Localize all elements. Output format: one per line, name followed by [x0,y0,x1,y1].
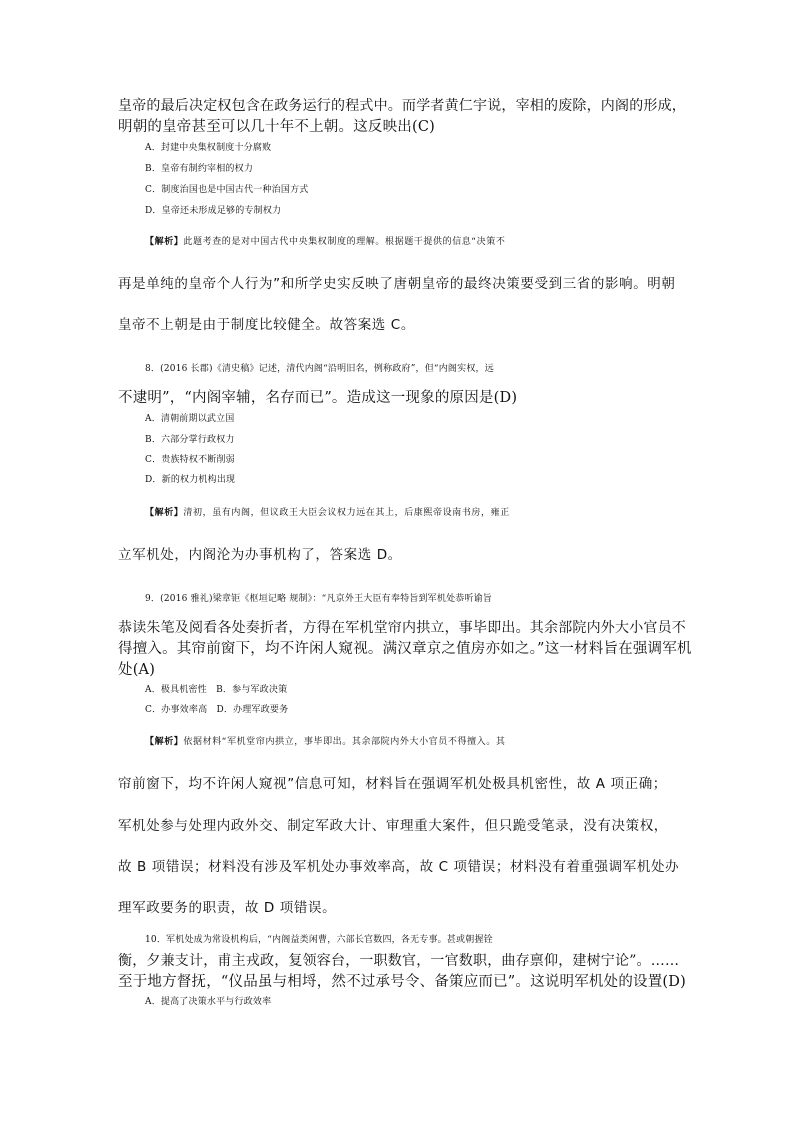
q9-explanation-line [145,732,705,752]
q8-explanation-line [145,503,705,523]
q9-stem-line: 9．(2016 雅礼)梁章钜《枢垣记略 规制》：“凡京外王大臣有奉特旨到军机处恭听谕旨 [145,594,493,604]
q9-explanation-line: 军机处参与处理内政外交、制定军政大计、审理重大案件，但只跪受笔录，没有决策权， [118,818,668,834]
q8-explanation-line: 立军机处，内阁沦为办事机构了，答案选 D。 [118,547,402,563]
q7-explanation-line [145,232,705,252]
explanation-tag: 【解析】 [145,508,184,518]
q10-option-a: A．提高了决策水平与行政效率 [145,997,272,1007]
q9-options-ab: A．极具机密性 B．参与军政决策 [145,685,288,695]
q7-explanation-line: 皇帝不上朝是由于制度比较健全。故答案选 C。 [118,317,415,333]
q9-explanation-line: 故 B 项错误；材料没有涉及军机处办事效率高，故 C 项错误；材料没有着重强调军机处办 [118,859,680,875]
q10-stem-line: 10．军机处成为常设机构后，“内阁益类闲曹，六部长官数四，各无专事。甚或朝握铨 [145,935,493,945]
q9-explanation-line: 帘前窗下，均不许闲人窥视”信息可知，材料旨在强调军机处极具机密性，故 A 项正确； [118,776,667,792]
q8-option-b: B．六部分掌行政权力 [145,435,235,445]
q8-option-a: A．清朝前期以武立国 [145,414,235,424]
q7-option-a: A．封建中央集权制度十分腐败 [145,143,272,153]
q9-explanation-line: 理军政要务的职责，故 D 项错误。 [118,900,337,916]
q7-explanation-line: 再是单纯的皇帝个人行为”和所学史实反映了唐朝皇帝的最终决策要受到三省的影响。明朝 [118,276,676,292]
q9-stem-line: 恭读朱笔及阅看各处奏折者，方得在军机堂帘内拱立，事毕即出。其余部院内外大小官员不 [118,620,686,636]
q10-stem-line: 至于地方督抚，“仪品虽与相埒，然不过承号令、备策应而已”。这说明军机处的设置(D) [118,974,686,990]
q9-stem-line: 处(A) [118,662,156,678]
q8-stem-line: 8．(2016 长郡)《清史稿》记述，清代内阁“沿明旧名，例称政府”，但“内阁实权，远 [145,364,494,374]
explanation-tag: 【解析】 [145,737,184,747]
q7-option-b: B．皇帝有制约宰相的权力 [145,164,254,174]
q10-stem-line: 衡，夕兼支计，甫主戎政，复领容台，一职数官，一官数职，曲存禀仰，建树宁论”。…… [118,953,680,969]
q7-option-c: C．制度治国也是中国古代一种治国方式 [145,185,309,195]
explanation-text: 此题考查的是对中国古代中央集权制度的理解。根据题干提供的信息“决策不 [183,237,506,247]
q7-stem-line: 皇帝的最后决定权包含在政务运行的程式中。而学者黄仁宇说，宰相的废除，内阁的形成， [118,98,686,114]
q8-option-d: D．新的权力机构出现 [145,475,236,485]
q8-option-c: C．贵族特权不断削弱 [145,455,235,465]
q7-stem-line: 明朝的皇帝甚至可以几十年不上朝。这反映出(C) [118,119,436,135]
explanation-text: 清初，虽有内阁，但议政王大臣会议权力远在其上，后康熙帝设南书房，雍正 [183,508,510,518]
q9-options-cd: C．办事效率高 D．办理军政要务 [145,705,289,715]
explanation-tag: 【解析】 [145,237,184,247]
q8-stem-line: 不逮明”，“内阁宰辅，名存而已”。造成这一现象的原因是(D) [118,390,518,406]
explanation-text: 依据材料“军机堂帘内拱立，事毕即出。其余部院内外大小官员不得擅入。其 [183,737,506,747]
q7-option-d: D．皇帝还未形成足够的专制权力 [145,206,282,216]
q9-stem-line: 得擅入。其帘前窗下，均不许闲人窥视。满汉章京之值房亦如之。”这一材料旨在强调军机 [118,641,692,657]
